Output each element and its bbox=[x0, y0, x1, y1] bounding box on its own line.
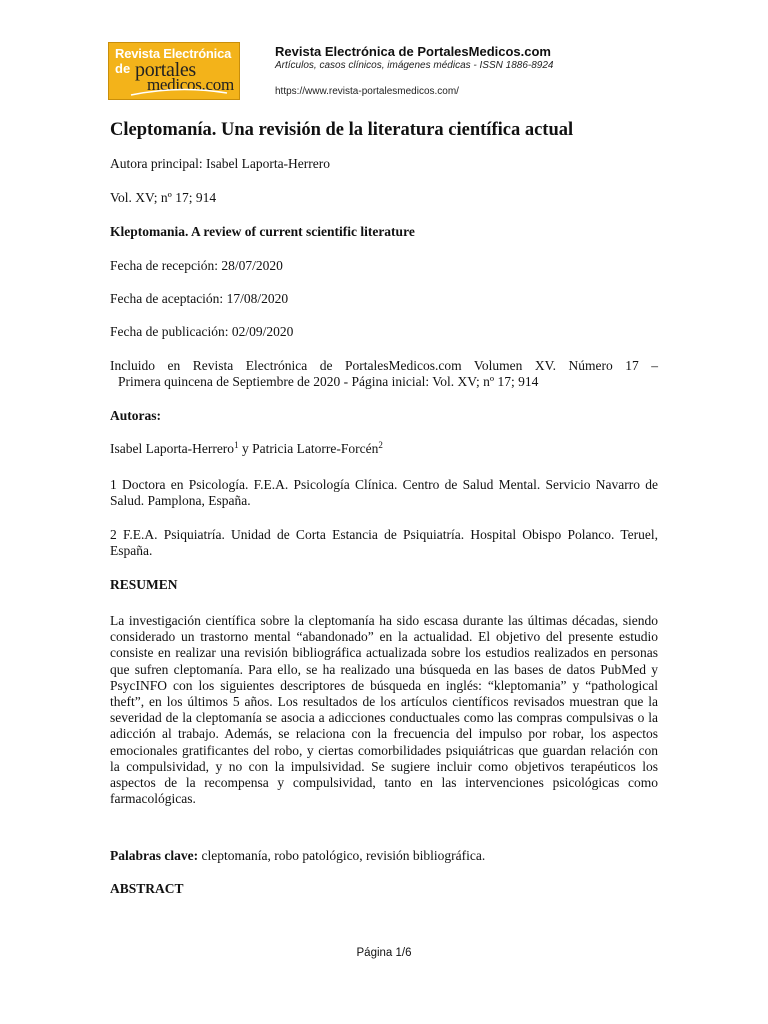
journal-subtitle: Artículos, casos clínicos, imágenes médicas - ISSN 1886-8924 bbox=[275, 60, 554, 71]
author-1-marker: 1 bbox=[234, 440, 239, 450]
logo-text-de: de bbox=[115, 61, 131, 76]
authors-heading: Autoras: bbox=[110, 408, 161, 423]
abstract-heading: ABSTRACT bbox=[110, 881, 184, 896]
inclusion-line-1: Incluido en Revista Electrónica de PortalesMedicos.com Volumen XV. Número 17 – bbox=[110, 358, 658, 373]
inclusion-line-2: Primera quincena de Septiembre de 2020 - Página inicial: Vol. XV; nº 17; 914 bbox=[118, 374, 539, 390]
keywords-text: cleptomanía, robo patológico, revisión bibliográfica. bbox=[198, 848, 486, 863]
journal-title: Revista Electrónica de PortalesMedicos.com bbox=[275, 44, 551, 59]
published-date: Fecha de publicación: 02/09/2020 bbox=[110, 324, 294, 339]
logo-text-revista: Revista Electrónica bbox=[115, 46, 232, 61]
author-1-name: Isabel Laporta-Herrero bbox=[110, 441, 235, 456]
affiliation-1: 1 Doctora en Psicología. F.E.A. Psicología Clínica. Centro de Salud Mental. Servicio Navarro de Salud. Pamplona, España. bbox=[110, 477, 658, 509]
volume-info: Vol. XV; nº 17; 914 bbox=[110, 190, 217, 205]
author-2-marker: 2 bbox=[378, 440, 383, 450]
resumen-heading: RESUMEN bbox=[110, 577, 178, 592]
principal-author: Autora principal: Isabel Laporta-Herrero bbox=[110, 156, 331, 171]
author-2-name: Patricia Latorre-Forcén bbox=[252, 441, 379, 456]
keywords-label: Palabras clave: bbox=[110, 848, 199, 863]
keywords-line bbox=[110, 848, 658, 864]
author-joiner: y bbox=[238, 441, 253, 456]
authors-line bbox=[110, 441, 658, 457]
received-date: Fecha de recepción: 28/07/2020 bbox=[110, 258, 283, 273]
article-title: Cleptomanía. Una revisión de la literatura científica actual bbox=[110, 120, 574, 140]
accepted-date: Fecha de aceptación: 17/08/2020 bbox=[110, 291, 289, 306]
resumen-body: La investigación científica sobre la cleptomanía ha sido escasa durante las últimas décadas, siendo considerado un trastorno mental “abandonado” en la actualidad. El objetivo del presente estudio consiste en realizar una revisión bibliográfica actualizada sobre los estudios realizados en personas que sufren cleptomanía. Para ello, se ha realizado una búsqueda en las bases de datos PubMed y PsycINFO con los siguientes descriptores de búsqueda en inglés: “kleptomania” y “pathological theft”, en los últimos 5 años. Los resultados de los artículos científicos revisados muestran que la severidad de la cleptomanía se asocia a adicciones conductuales como las compras compulsivas o la adicción al trabajo. Además, se relaciona con la frecuencia del impulso por robar, los aspectos emocionales gratificantes del robo, y ciertas comorbilidades psiquiátricas que guardan relación con la compulsividad, y no con la impulsividad. Se sugiere incluir como objetivos terapéuticos los aspectos de la recompensa y compulsividad, tanto en las intervenciones psicológicas como farmacológicas. bbox=[110, 613, 658, 807]
english-title: Kleptomania. A review of current scientific literature bbox=[110, 224, 415, 239]
page-number: Página 1/6 bbox=[356, 947, 412, 959]
journal-url-link[interactable]: https://www.revista-portalesmedicos.com/ bbox=[275, 86, 459, 97]
logo-swoosh-icon bbox=[129, 87, 229, 97]
journal-logo[interactable] bbox=[108, 42, 240, 100]
logo-text-medicos: medicos.com bbox=[147, 75, 234, 94]
affiliation-2: 2 F.E.A. Psiquiatría. Unidad de Corta Estancia de Psiquiatría. Hospital Obispo Polanco. Teruel, España. bbox=[110, 527, 658, 559]
logo-text-portales: portales bbox=[135, 59, 196, 81]
inclusion-note bbox=[110, 358, 658, 390]
